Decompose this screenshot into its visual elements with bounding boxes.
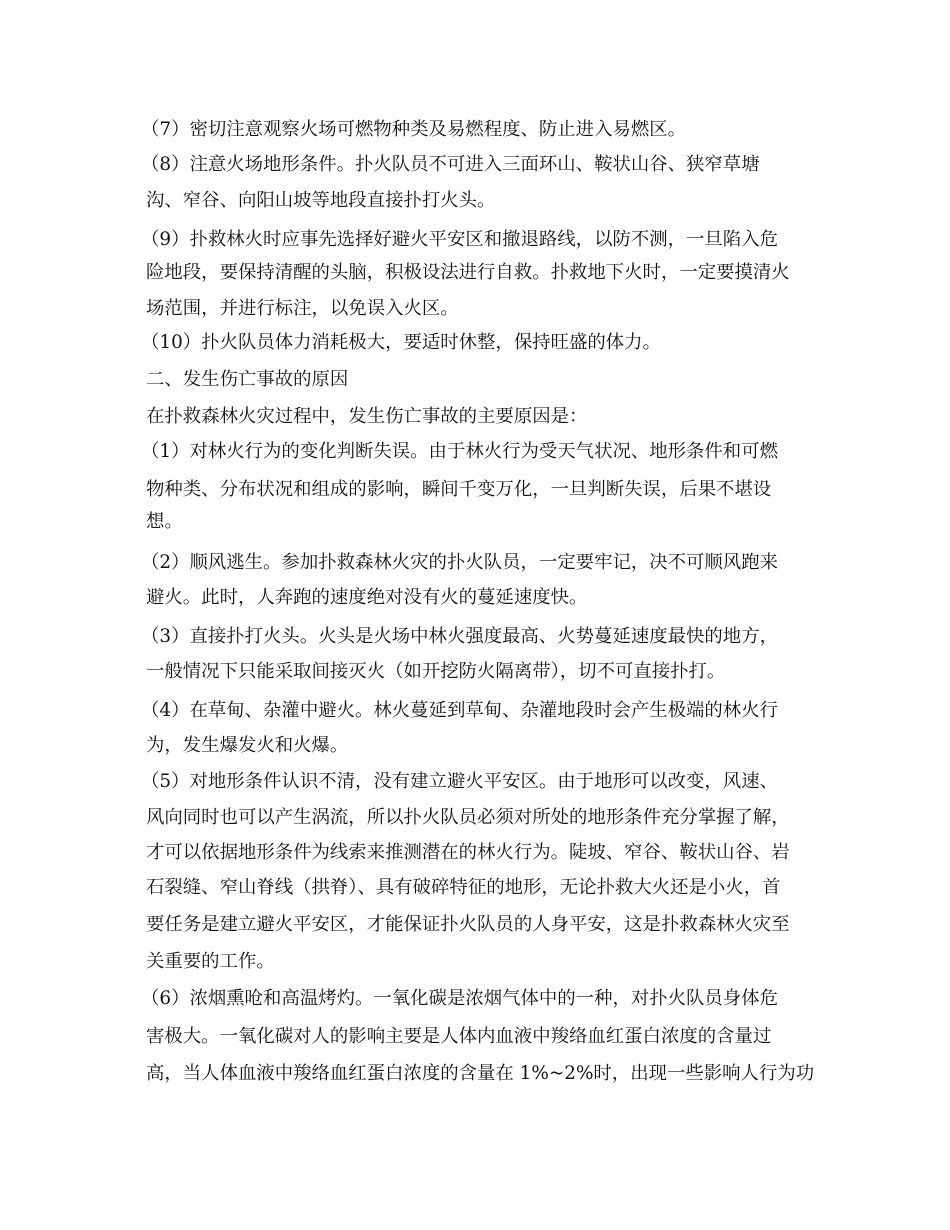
paragraph-line: 风向同时也可以产生涡流，所以扑火队员必须对所处的地形条件充分掌握了解， xyxy=(146,807,790,828)
paragraph-line: 物种类、分布状况和组成的影响，瞬间千变万化，一旦判断失误，后果不堪设 xyxy=(146,479,772,500)
paragraph-line: 才可以依据地形条件为线索来推测潜在的林火行为。陡坡、窄谷、鞍状山谷、岩 xyxy=(146,842,790,863)
paragraph-line: 场范围，并进行标注，以免误入火区。 xyxy=(146,298,459,319)
paragraph-line: 害极大。一氧化碳对人的影响主要是人体内血液中羧络血红蛋白浓度的含量过 xyxy=(146,1026,772,1047)
paragraph-line: 要任务是建立避火平安区，才能保证扑火队员的人身平安，这是扑救森林火灾至 xyxy=(146,914,790,935)
paragraph-line: （10）扑火队员体力消耗极大，要适时休整，保持旺盛的体力。 xyxy=(141,332,661,353)
paragraph-line: 避火。此时，人奔跑的速度绝对没有火的蔓延速度快。 xyxy=(146,587,588,608)
paragraph-line: （5）对地形条件认识不清，没有建立避火平安区。由于地形可以改变，风速、 xyxy=(141,771,778,792)
paragraph-line: （7）密切注意观察火场可燃物种类及易燃程度、防止进入易燃区。 xyxy=(141,119,687,140)
paragraph-line: （3）直接扑打火头。火头是火场中林火强度最高、火势蔓延速度最快的地方， xyxy=(141,626,778,647)
paragraph-line: （6）浓烟熏呛和高温烤灼。一氧化碳是浓烟气体中的一种，对扑火队员身体危 xyxy=(141,988,778,1009)
paragraph-line: （1）对林火行为的变化判断失误。由于林火行为受天气状况、地形条件和可燃 xyxy=(141,441,778,462)
paragraph-line: （9）扑救林火时应事先选择好避火平安区和撤退路线，以防不测，一旦陷入危 xyxy=(141,229,778,250)
paragraph-line: 为，发生爆发火和火爆。 xyxy=(146,735,349,756)
paragraph-line: （8）注意火场地形条件。扑火队员不可进入三面环山、鞍状山谷、狭窄草塘 xyxy=(141,154,760,175)
paragraph-line: 险地段，要保持清醒的头脑，积极设法进行自救。扑救地下火时，一定要摸清火 xyxy=(146,262,790,283)
paragraph-line: 想。 xyxy=(146,511,183,532)
paragraph-line: （4）在草甸、杂灌中避火。林火蔓延到草甸、杂灌地段时会产生极端的林火行 xyxy=(141,700,778,721)
paragraph-line: 高，当人体血液中羧络血红蛋白浓度的含量在 1%~2%时，出现一些影响人行为功 xyxy=(146,1063,815,1084)
paragraph-line: 关重要的工作。 xyxy=(146,951,275,972)
paragraph-line: （2）顺风逃生。参加扑救森林火灾的扑火队员，一定要牢记，决不可顺风跑来 xyxy=(141,552,778,573)
paragraph-line: 在扑救森林火灾过程中，发生伤亡事故的主要原因是： xyxy=(146,406,588,427)
paragraph-line: 一般情况下只能采取间接灭火（如开挖防火隔离带），切不可直接扑打。 xyxy=(146,661,726,682)
section-heading: 二、发生伤亡事故的原因 xyxy=(146,369,349,390)
paragraph-line: 石裂缝、窄山脊线（拱脊）、具有破碎特征的地形，无论扑救大火还是小火，首 xyxy=(146,877,781,898)
paragraph-line: 沟、窄谷、向阳山坡等地段直接扑打火头。 xyxy=(146,190,496,211)
